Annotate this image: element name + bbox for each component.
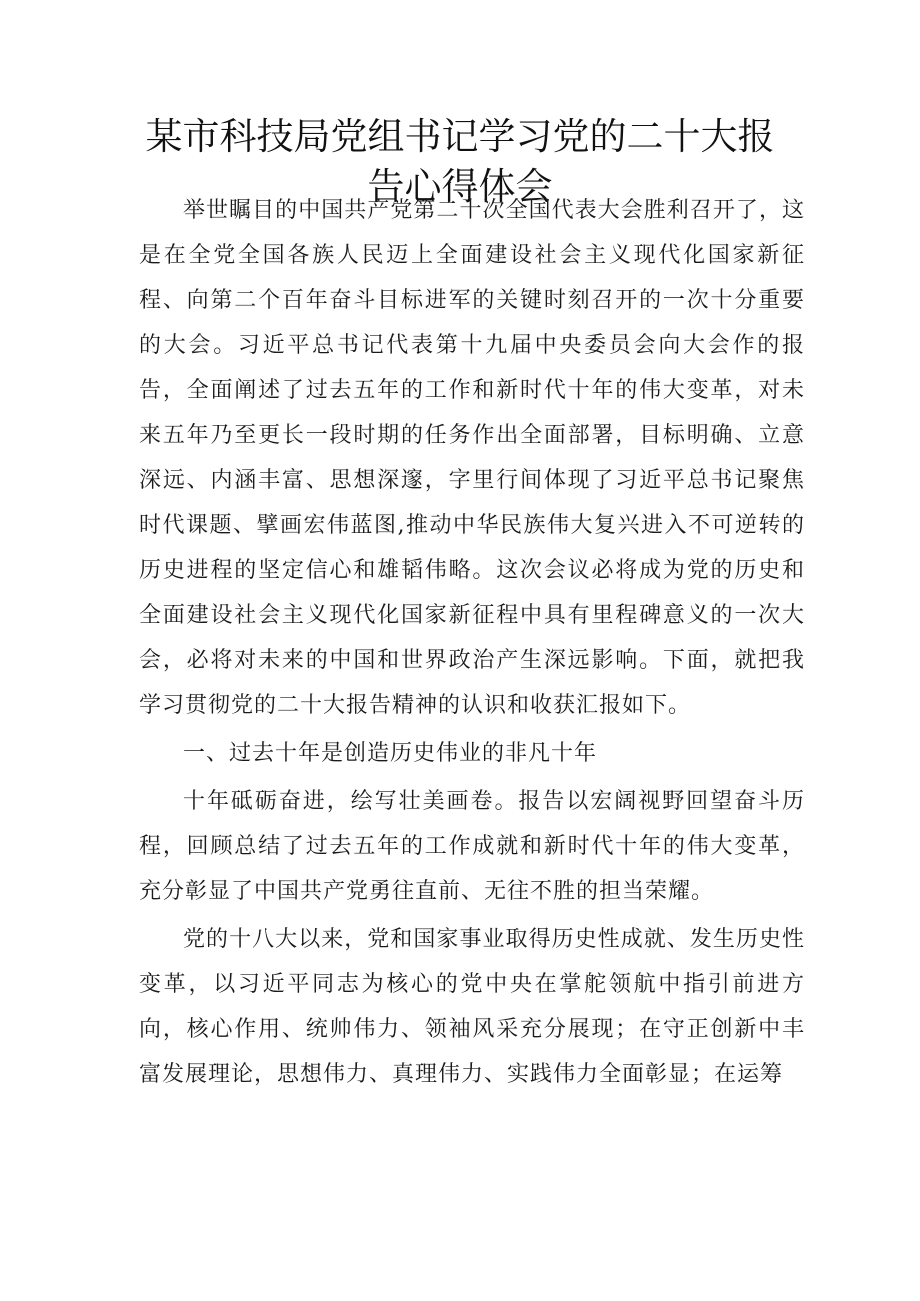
section-heading-1: 一、过去十年是创造历史伟业的非凡十年 [183, 741, 598, 766]
paragraph: 十年砥砺奋进，绘写壮美画卷。报告以宏阔视野回望奋斗历程，回顾总结了过去五年的工作成就和新时代十年的伟大变革，充分彰显了中国共产党勇往直前、无往不胜的担当荣耀。 [139, 789, 805, 904]
paragraph-intro: 举世瞩目的中国共产党第二十次全国代表大会胜利召开了，这是在全党全国各族人民迈上全面建设社会主义现代化国家新征程、向第二个百年奋斗目标进军的关键时刻召开的一次十分重要的大会。习近平总书记代表第十九届中央委员会向大会作的报告，全面阐述了过去五年的工作和新时代十年的伟大变革，对未来五年乃至更长一段时期的任务作出全面部署，目标明确、立意深远、内涵丰富、思想深邃，字里行间体现了习近平总书记聚焦时代课题、擘画宏伟蓝图,推动中华民族伟大复兴进入不可逆转的历史进程的坚定信心和雄韬伟略。这次会议必将成为党的历史和全面建设社会主义现代化国家新征程中具有里程碑意义的一次大会，必将对未来的中国和世界政治产生深远影响。下面，就把我学习贯彻党的二十大报告精神的认识和收获汇报如下。 [139, 198, 805, 718]
document-body [139, 188, 805, 1097]
title-line-2: 告心得体会 [367, 165, 553, 208]
title-line-1: 某市科技局党组书记学习党的二十大报 [145, 115, 775, 158]
paragraph: 党的十八大以来，党和国家事业取得历史性成就、发生历史性变革，以习近平同志为核心的党中央在掌舵领航中指引前进方向，核心作用、统帅伟力、领袖风采充分展现；在守正创新中丰富发展理论，思想伟力、真理伟力、实践伟力全面彰显；在运筹 [139, 927, 805, 1087]
